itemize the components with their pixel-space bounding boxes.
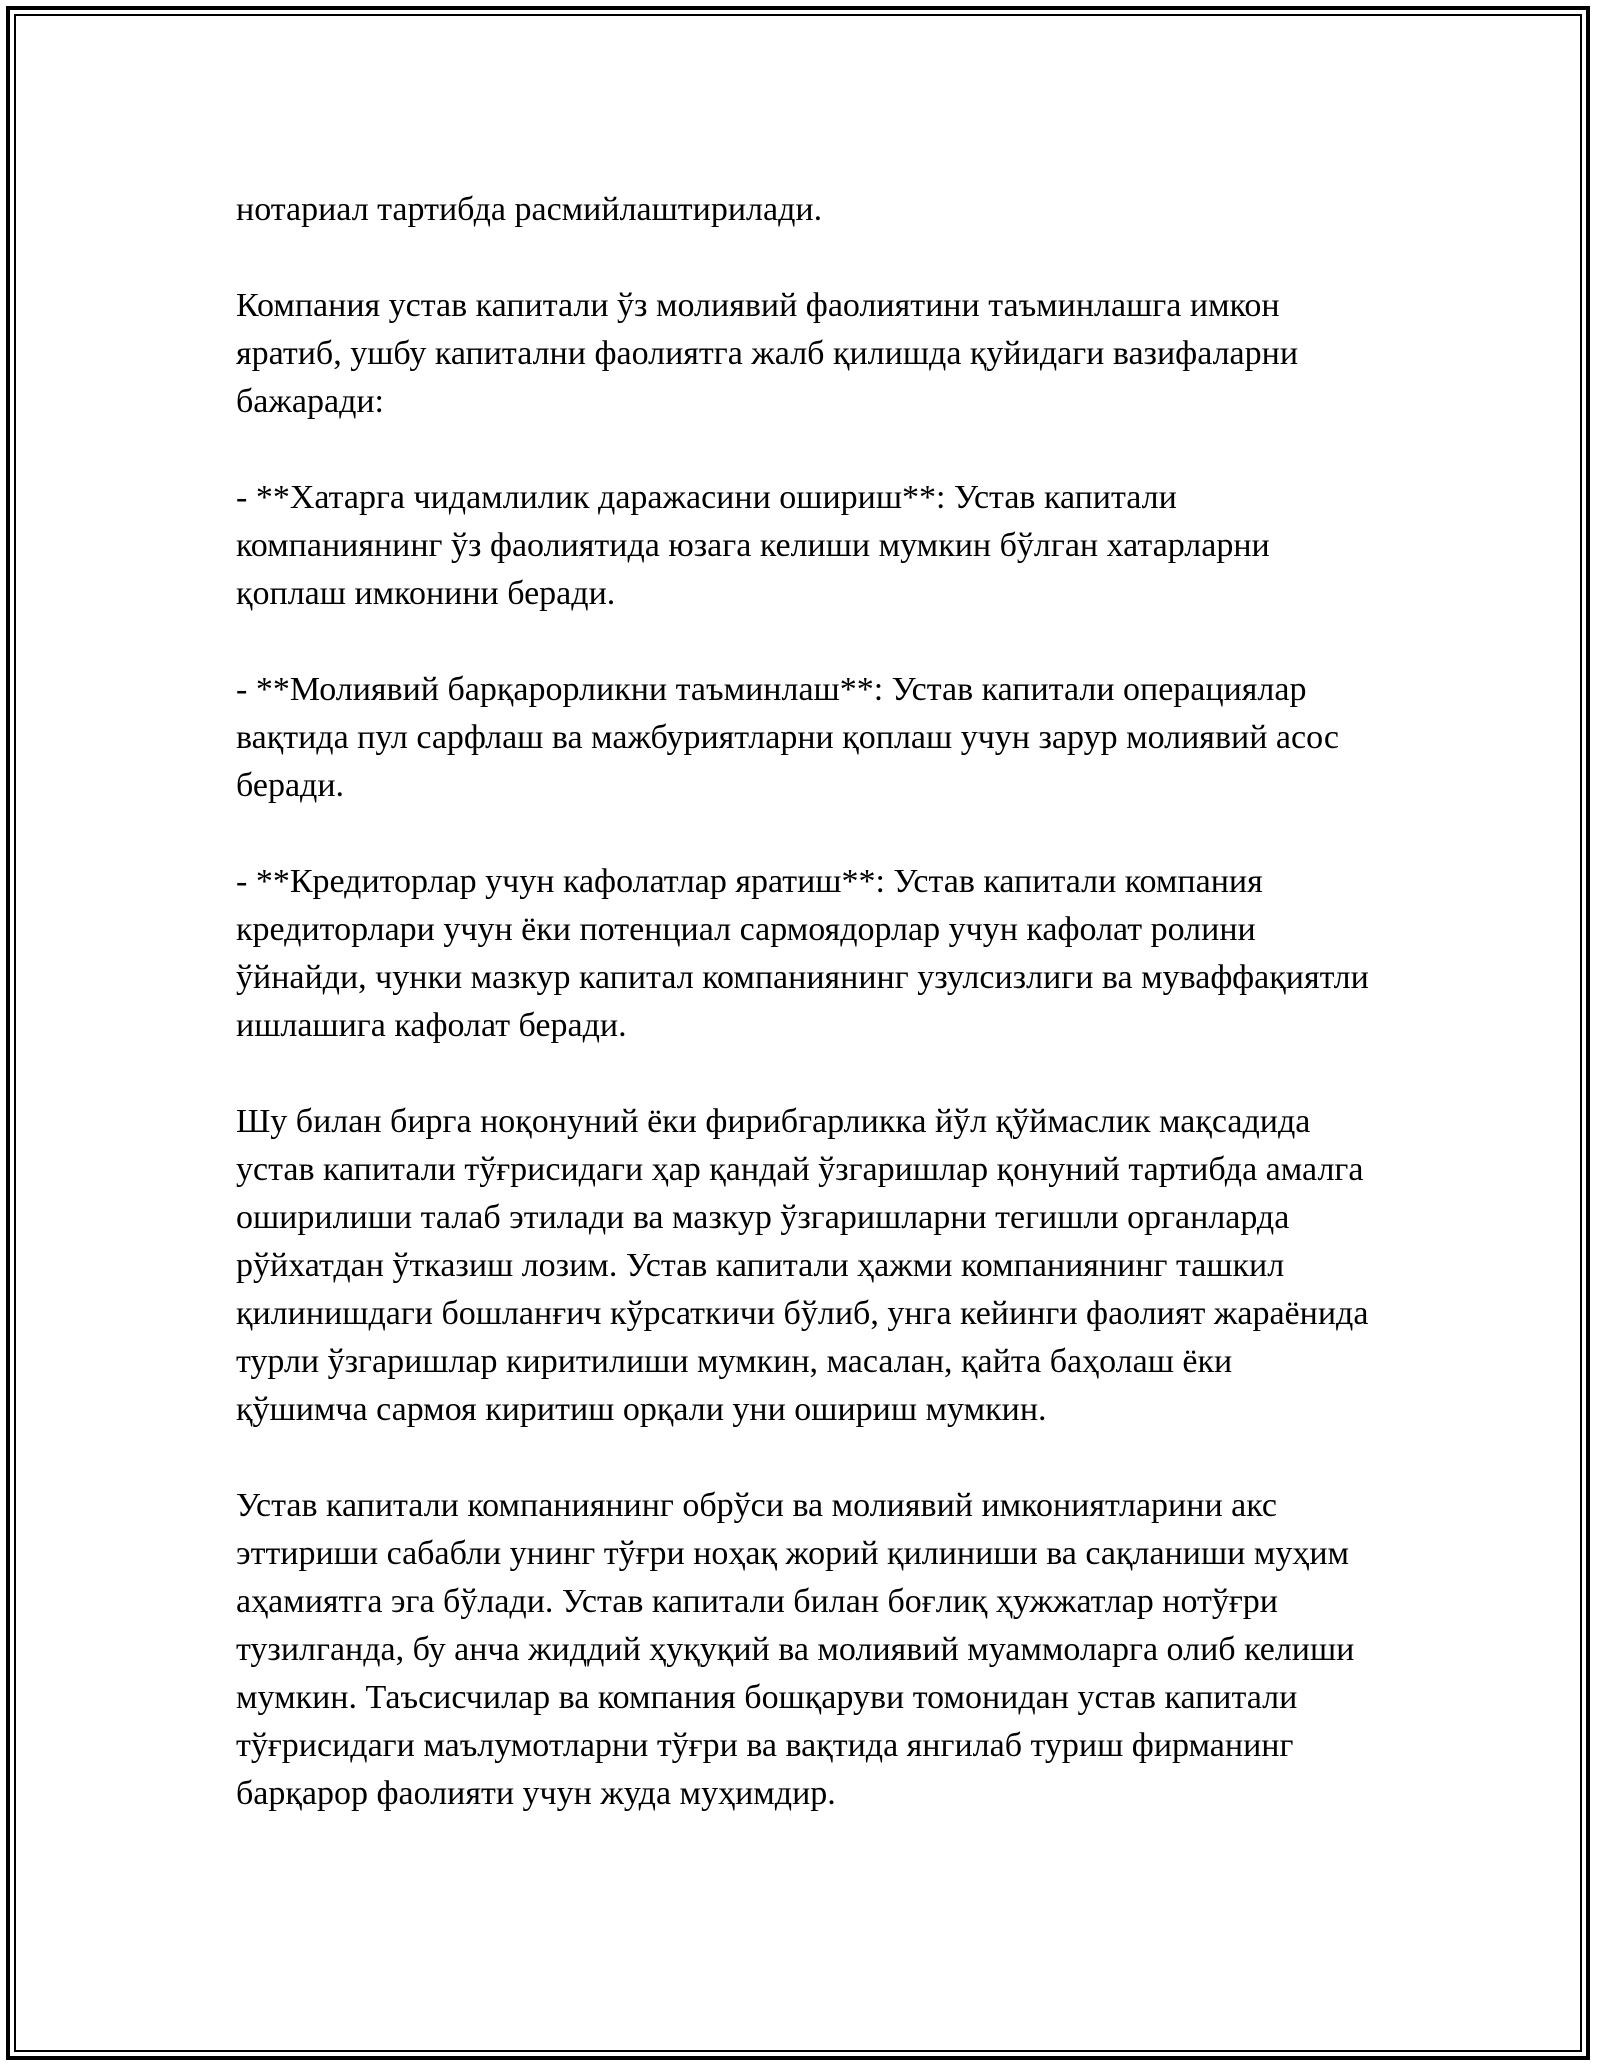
list-item: - **Хатарга чидамлилик даражасини ошириш**: Устав капитали компаниянинг ўз фаолиятида юзага келиши мумкин бўлган хатарларни қоплаш имконини беради. bbox=[236, 479, 1270, 612]
document-body bbox=[236, 186, 1372, 1818]
paragraph-importance: Устав капитали компаниянинг обрўси ва молиявий имкониятларини акс эттириши сабабли унинг тўғри ноҳақ жорий қилиниши ва сақланиши муҳим аҳамиятга эга бўлади. Устав капитали билан боғлиқ ҳужжатлар нотўғри тузилганда, бу анча жиддий ҳуқуқий ва молиявий муаммоларга олиб келиши мумкин. Таъсисчилар ва компания бошқаруви томонидан устав капитали тўғрисидаги маълумотларни тўғри ва вақтида янгилаб туриш фирманинг барқарор фаолияти учун жуда муҳимдир. bbox=[236, 1487, 1355, 1812]
paragraph-intro: Компания устав капитали ўз молиявий фаолиятини таъминлашга имкон яратиб, ушбу капитални фаолиятга жалб қилишда қуйидаги вазифаларни бажаради: bbox=[236, 287, 1299, 420]
list-item: - **Молиявий барқарорликни таъминлаш**: Устав капитали операциялар вақтида пул сарфлаш ва мажбуриятларни қоплаш учун зарур молиявий асос беради. bbox=[236, 671, 1340, 804]
functions-list bbox=[236, 474, 1372, 1050]
paragraph-notarial: нотариал тартибда расмийлаштирилади. bbox=[236, 191, 823, 228]
paragraph-changes: Шу билан бирга ноқонуний ёки фирибгарликка йўл қўймаслик мақсадида устав капитали тўғрисидаги ҳар қандай ўзгаришлар қонуний тартибда амалга оширилиши талаб этилади ва мазкур ўзгаришларни тегишли органларда рўйхатдан ўтказиш лозим. Устав капитали ҳажми компаниянинг ташкил қилинишдаги бошланғич кўрсаткичи бўлиб, унга кейинги фаолият жараёнида турли ўзгаришлар киритилиши мумкин, масалан, қайта баҳолаш ёки қўшимча сармоя киритиш орқали уни ошириш мумкин. bbox=[236, 1103, 1369, 1428]
list-item: - **Кредиторлар учун кафолатлар яратиш**: Устав капитали компания кредиторлари учун ёки потенциал сармоядорлар учун кафолат ролини ўйнайди, чунки мазкур капитал компаниянинг узулсизлиги ва муваффақиятли ишлашига кафолат беради. bbox=[236, 863, 1369, 1044]
